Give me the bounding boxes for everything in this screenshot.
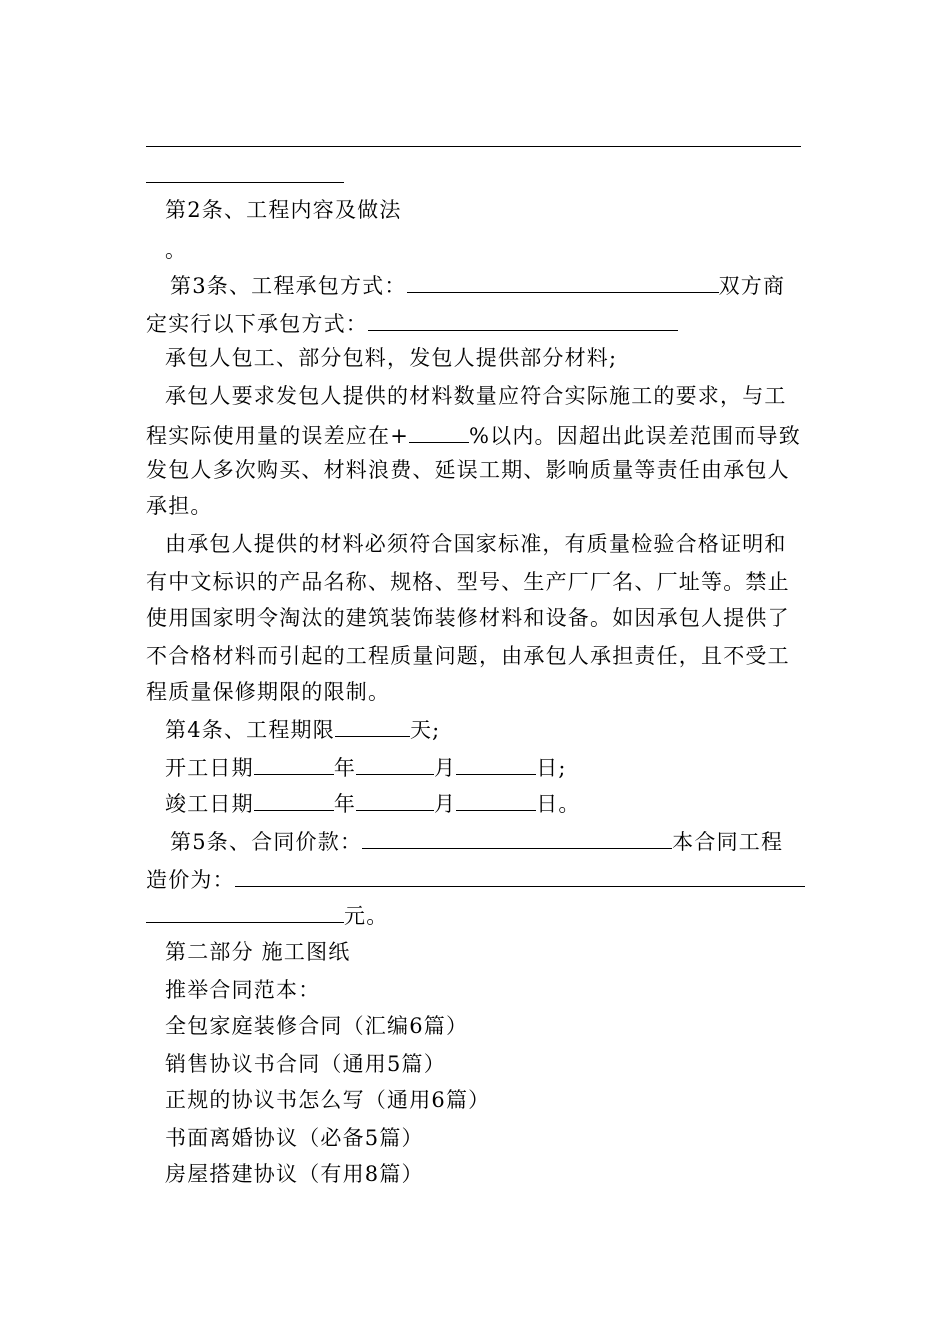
paragraph-materials-line-3: 发包人多次购买、材料浪费、延误工期、影响质量等责任由承包人 xyxy=(146,458,790,482)
blank-field xyxy=(356,788,434,811)
part-2-heading: 第二部分 施工图纸 xyxy=(165,940,351,964)
blank-field xyxy=(456,788,536,811)
text-segment: 元。 xyxy=(344,904,389,928)
blank-field xyxy=(368,308,678,331)
article-3-tail: 双方商 xyxy=(718,274,786,298)
paragraph-standards-line-3: 使用国家明令淘汰的建筑装饰装修材料和设备。如因承包人提供了 xyxy=(146,606,790,630)
blank-field xyxy=(362,826,672,849)
paragraph-standards-line-4: 不合格材料而引起的工程质量问题，由承包人承担责任，且不受工 xyxy=(146,644,790,668)
article-3-label: 第3条、工程承包方式： xyxy=(170,274,407,298)
article-3-line-1 xyxy=(170,270,785,300)
article-4-line xyxy=(165,714,440,744)
paragraph-standards-line-2: 有中文标识的产品名称、规格、型号、生产厂厂名、厂址等。禁止 xyxy=(146,570,790,594)
blank-line-short xyxy=(146,182,344,183)
article-2-title: 第2条、工程内容及做法 xyxy=(165,198,402,222)
article-5-line-3 xyxy=(146,900,388,930)
year-label: 年 xyxy=(333,756,357,780)
text-segment: 本合同工程 xyxy=(672,830,784,854)
blank-field xyxy=(407,270,719,293)
paragraph-materials-line-1: 承包人要求发包人提供的材料数量应符合实际施工的要求，与工 xyxy=(165,384,787,408)
blank-field xyxy=(356,752,434,775)
end-date-line xyxy=(165,788,581,818)
text-segment: %以内。因超出此误差范围而导致 xyxy=(469,424,801,448)
end-date-label: 竣工日期 xyxy=(165,792,254,816)
article-5-line-1 xyxy=(170,826,783,856)
paragraph-standards-line-5: 程质量保修期限的限制。 xyxy=(146,680,391,704)
blank-field xyxy=(254,788,334,811)
recommended-link-3[interactable]: 正规的协议书怎么写（通用6篇） xyxy=(165,1088,491,1112)
paragraph-materials-line-4: 承担。 xyxy=(146,494,213,518)
text-segment: 程实际使用量的误差应在+ xyxy=(146,424,409,448)
month-label: 月 xyxy=(434,756,457,780)
blank-field xyxy=(456,752,536,775)
blank-line-top xyxy=(146,146,801,147)
text-segment: 造价为： xyxy=(146,868,235,892)
blank-field xyxy=(335,714,410,737)
month-label: 月 xyxy=(434,792,457,816)
paragraph-contract-mode: 承包人包工、部分包料，发包人提供部分材料; xyxy=(165,346,618,370)
blank-field xyxy=(254,752,334,775)
recommended-link-4[interactable]: 书面离婚协议（必备5篇） xyxy=(165,1126,424,1150)
blank-field xyxy=(146,900,344,923)
blank-field xyxy=(235,864,805,887)
recommended-link-1[interactable]: 全包家庭装修合同（汇编6篇） xyxy=(165,1014,469,1038)
day-label: 日。 xyxy=(536,792,581,816)
article-5-line-2 xyxy=(146,864,805,894)
start-date-label: 开工日期 xyxy=(165,756,254,780)
article-3-line-2 xyxy=(146,308,678,338)
article-3-continuation: 定实行以下承包方式： xyxy=(146,312,368,336)
text-segment: 第4条、工程期限 xyxy=(165,718,335,742)
text-segment: 第5条、合同价款： xyxy=(170,830,363,854)
article-2-period: 。 xyxy=(165,238,188,262)
blank-field xyxy=(409,420,469,443)
recommended-link-2[interactable]: 销售协议书合同（通用5篇） xyxy=(165,1052,446,1076)
day-label: 日; xyxy=(536,756,567,780)
recommended-title: 推举合同范本： xyxy=(165,978,321,1002)
year-label: 年 xyxy=(333,792,357,816)
start-date-line xyxy=(165,752,567,782)
recommended-link-5[interactable]: 房屋搭建协议（有用8篇） xyxy=(165,1162,424,1186)
paragraph-materials-line-2 xyxy=(146,420,801,450)
text-segment: 天; xyxy=(409,718,441,742)
paragraph-standards-line-1: 由承包人提供的材料必须符合国家标准，有质量检验合格证明和 xyxy=(165,532,787,556)
